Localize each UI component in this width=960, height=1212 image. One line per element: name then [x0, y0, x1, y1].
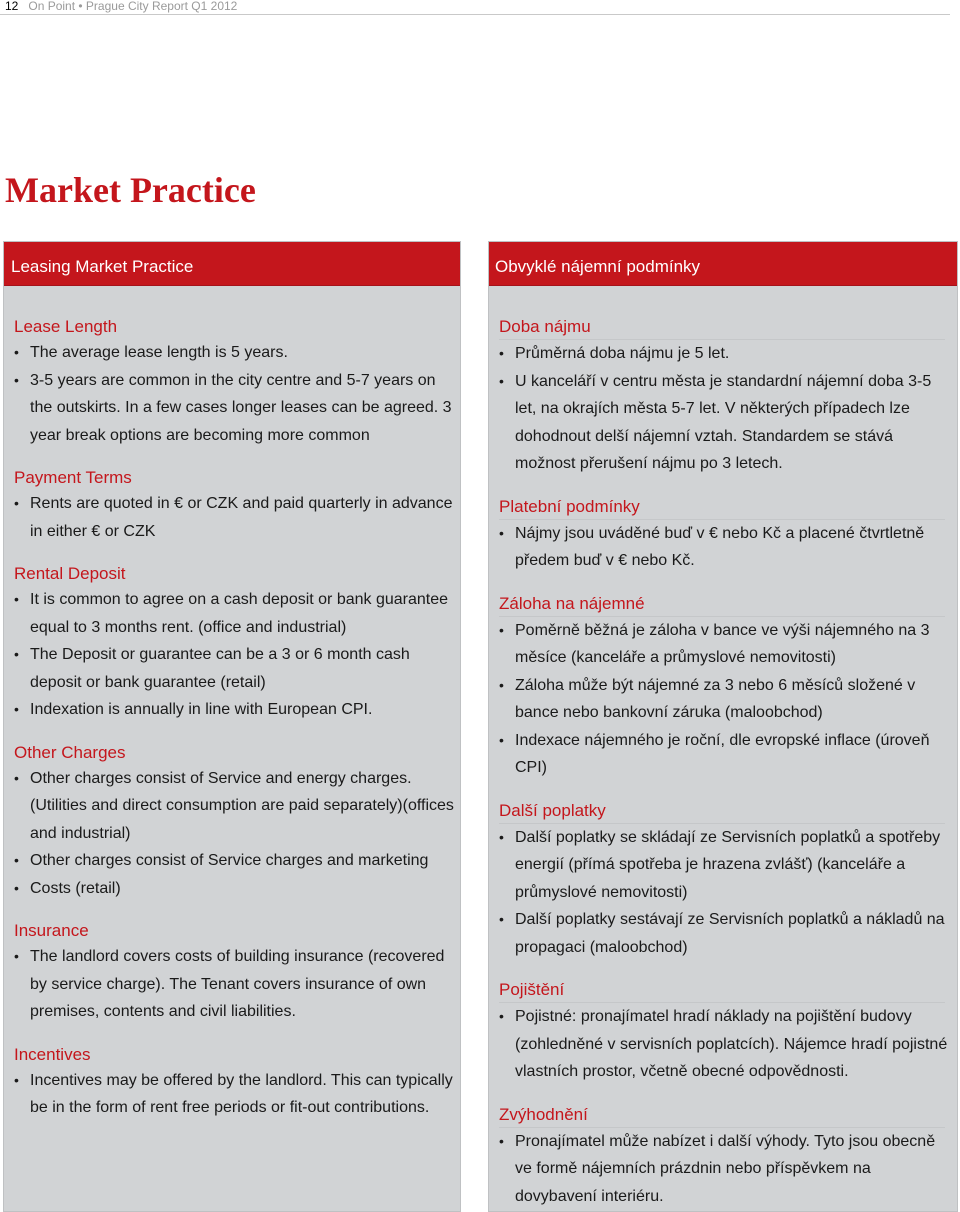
bullet-list — [14, 586, 454, 724]
section — [499, 977, 951, 1086]
column-heading: Obvyklé nájemní podmínky — [489, 242, 957, 286]
bullet-icon: • — [499, 1008, 504, 1024]
list-item — [499, 368, 951, 478]
bullet-icon: • — [14, 1071, 19, 1088]
list-item — [499, 1003, 951, 1086]
list-item — [499, 340, 951, 368]
bullet-icon: • — [499, 911, 504, 927]
list-item — [14, 641, 454, 696]
list-item-text: Incentives may be offered by the landlord. This can typically be in the form of rent free periods or fit-out contributions. — [30, 1071, 453, 1116]
bullet-list — [14, 339, 454, 449]
list-item — [14, 586, 454, 641]
list-item-text: Pojistné: pronajímatel hradí náklady na pojištění budovy (zohledněné v servisních poplatcích). Nájemce hradí pojistné vlastních prostor, včetně obecné odpovědnosti. — [515, 1008, 948, 1080]
section-heading: Insurance — [14, 921, 89, 940]
list-item — [499, 1128, 951, 1211]
list-item-text: U kanceláří v centru města je standardní nájemní doba 3-5 let, na okrajích města 5-7 let. V některých případech lze dohodnout delší nájemní vztah. Standardem se stává možnost přerušení nájmu po 3 letech. — [515, 372, 932, 472]
list-item-text: The average lease length is 5 years. — [30, 344, 288, 361]
list-item — [499, 824, 951, 907]
list-item — [14, 367, 454, 450]
section-heading: Další poplatky — [499, 798, 945, 824]
section-heading: Platební podmínky — [499, 494, 945, 520]
bullet-list — [499, 1128, 951, 1211]
bullet-icon: • — [499, 1132, 504, 1149]
bullet-icon: • — [14, 371, 19, 388]
bullet-icon: • — [14, 852, 19, 868]
bullet-icon: • — [499, 621, 504, 638]
section-heading: Pojištění — [499, 977, 945, 1003]
list-item-text: Costs (retail) — [30, 879, 121, 897]
section-heading: Zvýhodnění — [499, 1102, 945, 1128]
english-column — [3, 241, 461, 1212]
bullet-icon: • — [14, 769, 19, 786]
section-heading: Other Charges — [14, 742, 126, 762]
list-item-text: Průměrná doba nájmu je 5 let. — [515, 345, 730, 362]
section-heading: Incentives — [14, 1044, 91, 1064]
list-item-text: Další poplatky se skládají ze Servisních poplatků a spotřeby energií (přímá spotřeba je hrazena zvlášť) (kanceláře a průmyslové nemovitosti) — [515, 828, 941, 901]
column-heading: Leasing Market Practice — [4, 242, 460, 286]
list-item-text: Rents are quoted in € or CZK and paid quarterly in advance in either € or CZK — [30, 495, 453, 540]
bullet-icon: • — [14, 879, 19, 896]
section-heading: Záloha na nájemné — [499, 591, 945, 617]
list-item-text: Other charges consist of Service charges and marketing — [30, 852, 429, 869]
bullet-list — [14, 1067, 454, 1122]
section — [499, 1102, 951, 1211]
section — [14, 918, 454, 1026]
section — [499, 591, 951, 782]
bullet-icon: • — [499, 372, 504, 389]
list-item — [499, 520, 951, 575]
list-item-text: The landlord covers costs of building insurance (recovered by service charge). The Tenant covers insurance of own premises, contents and civil liabilities. — [30, 948, 445, 1020]
bullet-list — [499, 1003, 951, 1086]
bullet-list — [499, 824, 951, 962]
bullet-list — [14, 765, 454, 903]
bullet-icon: • — [14, 948, 19, 964]
list-item — [14, 875, 454, 903]
bullet-icon: • — [499, 524, 504, 541]
report-title: On Point • Prague City Report Q1 2012 — [28, 0, 238, 13]
bullet-icon: • — [499, 676, 504, 693]
page-number: 12 — [5, 0, 19, 13]
list-item — [14, 696, 454, 724]
list-item — [14, 943, 454, 1026]
bullet-icon: • — [14, 344, 19, 360]
list-item — [499, 617, 951, 672]
list-item-text: It is common to agree on a cash deposit or bank guarantee equal to 3 months rent. (office and industrial) — [30, 591, 449, 636]
bullet-icon: • — [14, 646, 19, 662]
list-item-text: The Deposit or guarantee can be a 3 or 6 month cash deposit or bank guarantee (retail) — [30, 646, 410, 691]
section — [14, 314, 454, 449]
bullet-list — [499, 520, 951, 575]
section-heading: Payment Terms — [14, 468, 132, 487]
bullet-list — [499, 617, 951, 782]
section-heading: Doba nájmu — [499, 314, 945, 340]
list-item — [14, 765, 454, 848]
list-item-text: Other charges consist of Service and energy charges. (Utilities and direct consumption are paid separately)(offices and industrial) — [30, 769, 454, 842]
bullet-icon: • — [499, 345, 504, 361]
bullet-icon: • — [14, 591, 19, 607]
list-item-text: Pronajímatel může nabízet i další výhody. Tyto jsou obecně ve formě nájemních prázdnin nebo příspěvkem na dovybavení interiéru. — [515, 1132, 936, 1205]
section — [499, 314, 951, 478]
list-item — [499, 672, 951, 727]
column-body — [489, 286, 957, 1210]
list-item-text: Indexace nájemného je roční, dle evropské inflace (úroveň CPI) — [515, 731, 930, 776]
section — [499, 494, 951, 575]
list-item — [14, 339, 454, 367]
running-header — [0, 0, 950, 15]
list-item-text: Nájmy jsou uváděné buď v € nebo Kč a placené čtvrtletně předem buď v € nebo Kč. — [515, 524, 925, 569]
section-heading: Rental Deposit — [14, 564, 126, 583]
czech-column — [488, 241, 958, 1212]
bullet-icon: • — [14, 495, 19, 511]
section — [499, 798, 951, 962]
bullet-list — [499, 340, 951, 478]
list-item — [14, 847, 454, 875]
list-item-text: Indexation is annually in line with European CPI. — [30, 701, 373, 718]
bullet-icon: • — [14, 701, 19, 717]
column-body — [4, 286, 460, 1122]
list-item — [14, 1067, 454, 1122]
list-item-text: 3-5 years are common in the city centre and 5-7 years on the outskirts. In a few cases longer leases can be agreed. 3 year break options are becoming more common — [30, 371, 452, 444]
list-item — [499, 906, 951, 961]
list-item-text: Záloha může být nájemné za 3 nebo 6 měsíců složené v bance nebo bankovní záruka (maloobchod) — [515, 676, 916, 721]
list-item — [499, 727, 951, 782]
section — [14, 465, 454, 545]
section — [14, 1042, 454, 1122]
list-item-text: Další poplatky sestávají ze Servisních poplatků a nákladů na propagaci (maloobchod) — [515, 911, 945, 956]
bullet-list — [14, 490, 454, 545]
bullet-icon: • — [499, 731, 504, 748]
list-item — [14, 490, 454, 545]
bullet-icon: • — [499, 828, 504, 845]
page-title: Market Practice — [5, 170, 256, 210]
section — [14, 740, 454, 903]
section-heading: Lease Length — [14, 317, 118, 336]
list-item-text: Poměrně běžná je záloha v bance ve výši nájemného na 3 měsíce (kanceláře a průmyslové nemovitosti) — [515, 621, 930, 666]
bullet-list — [14, 943, 454, 1026]
section — [14, 561, 454, 724]
